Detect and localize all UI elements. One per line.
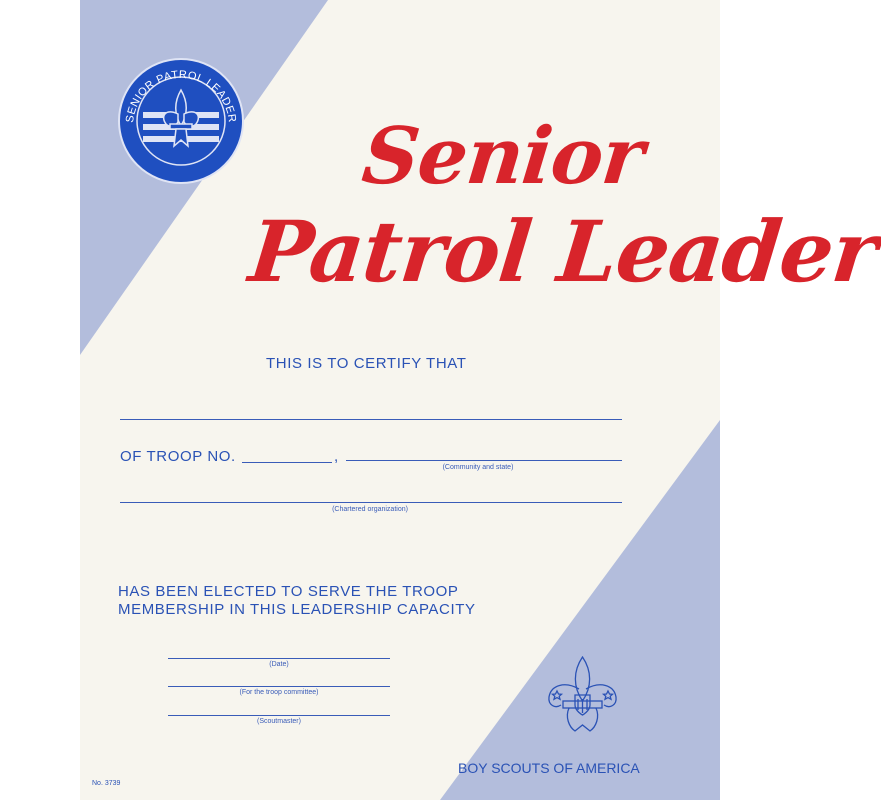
date-line[interactable] xyxy=(168,658,390,659)
committee-signature-line[interactable] xyxy=(168,686,390,687)
publisher-name: BOY SCOUTS OF AMERICA xyxy=(458,760,640,776)
troop-number-line[interactable] xyxy=(242,462,332,463)
community-caption: (Community and state) xyxy=(442,464,514,471)
date-caption: (Date) xyxy=(269,661,289,668)
svg-text:SENIOR PATROL LEADER: SENIOR PATROL LEADER xyxy=(124,68,238,124)
scoutmaster-signature-line[interactable] xyxy=(168,715,390,716)
elected-line-2: MEMBERSHIP IN THIS LEADERSHIP CAPACITY xyxy=(118,601,476,618)
form-number: No. 3739 xyxy=(92,780,121,787)
title-line-2: Patrol Leader xyxy=(244,202,881,301)
certificate xyxy=(80,0,881,800)
chartered-organization-line[interactable] xyxy=(120,502,622,503)
recipient-name-line[interactable] xyxy=(120,419,622,420)
troop-label: OF TROOP NO. xyxy=(120,448,236,465)
committee-caption: (For the troop committee) xyxy=(239,689,319,696)
chartered-caption: (Chartered organization) xyxy=(332,506,408,513)
certify-heading: THIS IS TO CERTIFY THAT xyxy=(266,355,467,372)
troop-comma: , xyxy=(334,448,339,465)
community-line[interactable] xyxy=(346,460,622,461)
scoutmaster-caption: (Scoutmaster) xyxy=(257,718,301,725)
bsa-fleur-de-lis-emblem-icon xyxy=(535,655,630,735)
title-line-1: Senior xyxy=(358,111,648,202)
senior-patrol-leader-patch-icon xyxy=(116,56,246,186)
elected-line-1: HAS BEEN ELECTED TO SERVE THE TROOP xyxy=(118,583,459,600)
bottom-right-band xyxy=(440,420,720,800)
